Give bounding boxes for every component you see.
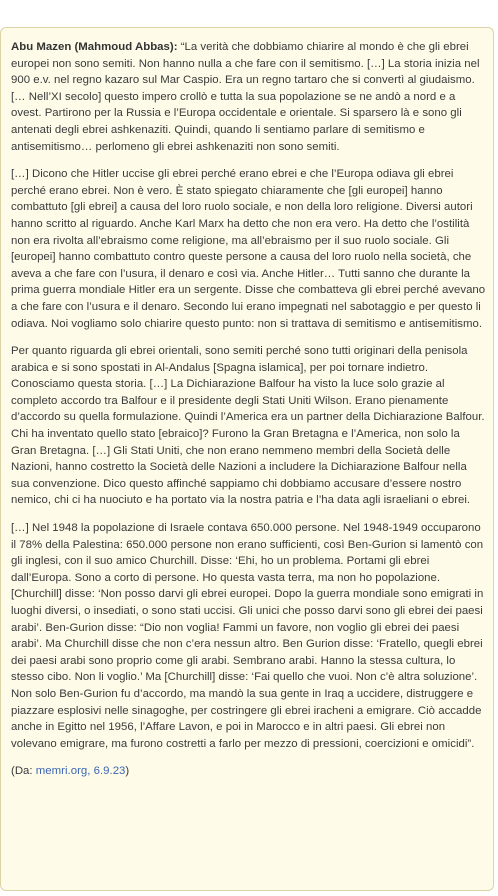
source-prefix: (Da: [11,765,36,778]
quote-paragraph-2: […] Dicono che Hitler uccise gli ebrei perché erano ebrei e che l’Europa odiava gli ebrei perché erano ebrei. Non è vero. È stato spiegato chiaramente che [gli europei] hanno combattuto [gli ebrei] a causa del loro ruolo sociale, e non della loro religione. Diversi autori hanno scritto al riguardo. Anche Karl Marx ha detto che non era vero. Ha detto che l’ostilità non era rivolta all’ebraismo come religione, ma all’ebraismo per il suo ruolo sociale. Gli [europei] hanno combattuto contro queste persone a causa del loro ruolo nella società, che aveva a che fare con l’usura, il denaro e così via. Anche Hitler… Tutti sanno che durante la prima guerra mondiale Hitler era un sergente. Disse che combatteva gli ebrei perché avevano a che fare con l’usura e il denaro. Secondo lui erano impegnati nel sabotaggio e per questo li odiava. Noi vogliamo solo chiarire questo punto: non si trattava di semitismo e antisemitismo. [11,168,486,330]
source-citation [11,763,488,780]
quote-box [0,27,494,891]
speaker-name: Abu Mazen (Mahmoud Abbas): [11,41,178,53]
quote-text: “La verità che dobbiamo chiarire al mondo è che gli ebrei europei non sono semiti. Non hanno nulla a che fare con il semitismo. […] La storia inizia nel 900 e.v. nel regno kazaro sul Mar Caspio. Era un regno tartaro che si convertì al giudaismo. [… Nell’XI secolo] questo impero crollò e tutta la sua popolazione se ne andò a nord e a ovest. Partirono per la Russia e l’Europa occidentale e orientale. Si sparsero là e sono gli antenati degli ebrei ashkenaziti. Quindi, quando li sentiamo parlare di semitismo e antisemitismo… perlomeno gli ebrei ashkenaziti non sono semiti. [11,41,480,153]
quote-paragraph-1 [11,39,488,155]
quote-paragraph-4: […] Nel 1948 la popolazione di Israele contava 650.000 persone. Nel 1948-1949 occuparono il 78% della Palestina: 650.000 persone non erano sufficienti, così Ben-Gurion si lamentò con gli inglesi, con il suo amico Churchill. Disse: ‘Ehi, ho un problema. Portami gli ebrei dall’Europa. Sono a corto di persone. Ho questa vasta terra, ma non ho popolazione. [Churchill] disse: ‘Non posso darvi gli ebrei europei. Dopo la guerra mondiale sono emigrati in luoghi diversi, o insediati, o sono stati uccisi. Gli unici che posso darvi sono gli ebrei dei paesi arabi’. Ben-Gurion disse: “Dio non voglia! Fammi un favore, non voglio gli ebrei dei paesi arabi’. Ma Churchill disse che non c’era nessun altro. Ben Gurion disse: ‘Fratello, quegli ebrei dei paesi arabi sono proprio come gli arabi. Sembrano arabi. Hanno la stessa cultura, lo stesso cibo. Non li voglio.’ Ma [Churchill] disse: ‘Fai quello che vuoi. Non c’è altra soluzione’. Non solo Ben-Gurion fu d’accordo, ma mandò la sua gente in Iraq a uccidere, distruggere e piazzare esplosivi nelle sinagoghe, per costringere gli ebrei iracheni a emigrare. Ciò accadde anche in Egitto nel 1956, l’Affare Lavon, e poi in Marocco e in altri paesi. Gli ebrei non volevano emigrare, ma furono costretti a farlo per mezzo di pressioni, coercizioni e omicidi”. [11,522,484,750]
source-link[interactable]: memri.org, 6.9.23 [35,765,126,778]
source-suffix: ) [125,765,130,778]
quote-paragraph-3: Per quanto riguarda gli ebrei orientali, sono semiti perché sono tutti originari della penisola arabica e si sono spostati in Al-Andalus [Spagna islamica], per poi tornare indietro. Conosciamo questa storia. […] La Dichiarazione Balfour ha visto la luce solo grazie al completo accordo tra Balfour e il presidente degli Stati Uniti Wilson. Erano pienamente d’accordo su quella formulazione. Quindi l’America era un partner della Dichiarazione Balfour. Chi ha inventato quello stato [ebraico]? Furono la Gran Bretagna e l’America, non solo la Gran Bretagna. […] Gli Stati Uniti, che non erano nemmeno membri della Società delle Nazioni, hanno costretto la Società delle Nazioni a includere la Dichiarazione Balfour nella sua convenzione. Dico questo affinché sappiamo chi dobbiamo accusare d’essere nostro nemico, chi ci ha nuociuto e ha portato via la nostra patria e l’ha data agli israeliani o ebrei. [11,345,485,507]
